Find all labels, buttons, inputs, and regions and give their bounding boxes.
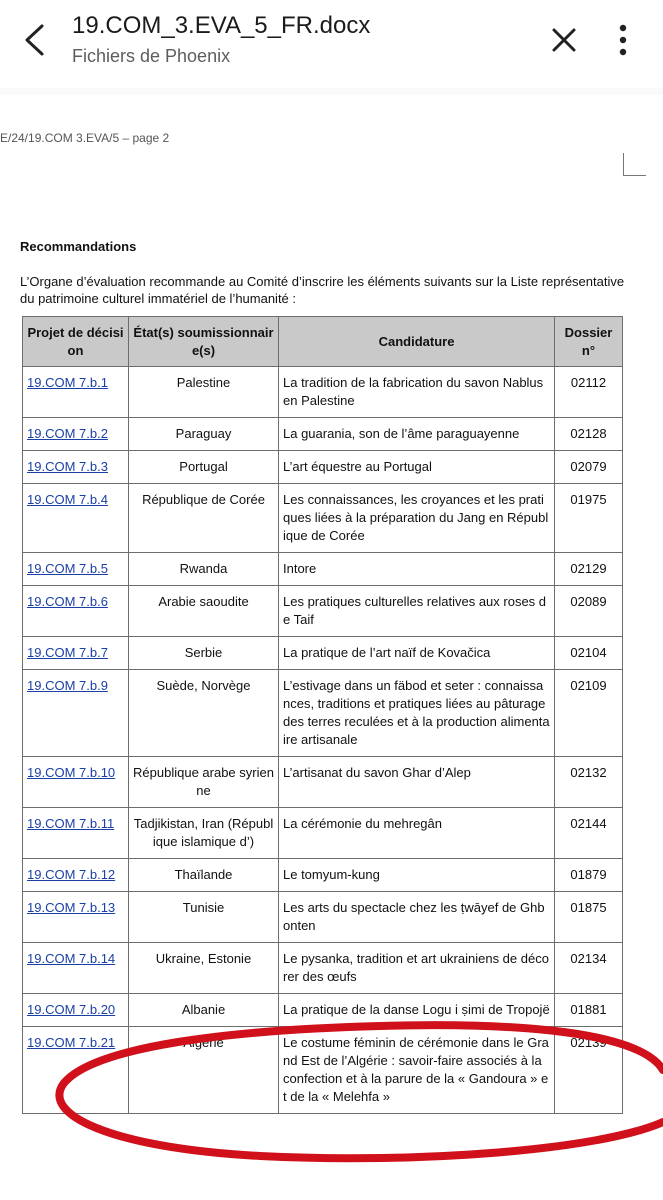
table-row <box>23 994 623 1027</box>
cell-candidature: L’art équestre au Portugal <box>279 451 555 484</box>
decision-link[interactable]: 19.COM 7.b.3 <box>27 459 108 474</box>
cell-decision <box>23 670 129 757</box>
cell-state: Palestine <box>129 367 279 418</box>
header-dossier: Dossier n° <box>555 317 623 367</box>
cell-dossier: 02134 <box>555 943 623 994</box>
table-row <box>23 808 623 859</box>
cell-state: Tunisie <box>129 892 279 943</box>
cell-state: République arabe syrienne <box>129 757 279 808</box>
cell-state: Ukraine, Estonie <box>129 943 279 994</box>
arrow-back-icon <box>23 23 45 57</box>
decision-link[interactable]: 19.COM 7.b.5 <box>27 561 108 576</box>
cell-candidature: Les connaissances, les croyances et les pratiques liées à la préparation du Jang en République de Corée <box>279 484 555 553</box>
cell-candidature: Le costume féminin de cérémonie dans le Grand Est de l’Algérie : savoir-faire associés à la confection et à la parure de la « Gandoura » et de la « Melehfa » <box>279 1027 555 1114</box>
table-header-row <box>23 317 623 367</box>
table-row <box>23 670 623 757</box>
decision-link[interactable]: 19.COM 7.b.20 <box>27 1002 116 1017</box>
cell-state: Algérie <box>129 1027 279 1114</box>
header-candidature: Candidature <box>279 317 555 367</box>
table-row <box>23 1027 623 1114</box>
cell-decision <box>23 367 129 418</box>
cell-candidature: La pratique de l’art naïf de Kovačica <box>279 637 555 670</box>
cell-candidature: Le pysanka, tradition et art ukrainiens de décorer des œufs <box>279 943 555 994</box>
table-row <box>23 859 623 892</box>
table-row <box>23 757 623 808</box>
recommendations-table <box>22 316 623 1114</box>
cell-dossier: 01879 <box>555 859 623 892</box>
cell-decision <box>23 994 129 1027</box>
cell-state: Paraguay <box>129 418 279 451</box>
close-button[interactable] <box>544 20 584 60</box>
cell-decision <box>23 892 129 943</box>
cell-dossier: 02132 <box>555 757 623 808</box>
cell-decision <box>23 808 129 859</box>
cell-candidature: La cérémonie du mehregân <box>279 808 555 859</box>
table-row <box>23 484 623 553</box>
cell-decision <box>23 1027 129 1114</box>
document-title: 19.COM_3.EVA_5_FR.docx <box>72 12 371 39</box>
table-row <box>23 418 623 451</box>
back-button[interactable] <box>14 18 54 62</box>
cell-dossier: 01881 <box>555 994 623 1027</box>
cell-candidature: La guarania, son de l’âme paraguayenne <box>279 418 555 451</box>
cell-state: Portugal <box>129 451 279 484</box>
cell-decision <box>23 451 129 484</box>
table-row <box>23 586 623 637</box>
cell-state: Albanie <box>129 994 279 1027</box>
decision-link[interactable]: 19.COM 7.b.13 <box>27 900 116 915</box>
table-row <box>23 892 623 943</box>
cell-dossier: 02128 <box>555 418 623 451</box>
cell-candidature: L’estivage dans un fäbod et seter : connaissances, traditions et pratiques liées au pâturage des terres reculées et à la production alimentaire artisanale <box>279 670 555 757</box>
section-title: Recommandations <box>20 239 137 254</box>
page-corner-mark <box>623 153 646 176</box>
more-options-button[interactable] <box>606 18 640 62</box>
cell-state: République de Corée <box>129 484 279 553</box>
cell-state: Suède, Norvège <box>129 670 279 757</box>
cell-dossier: 02104 <box>555 637 623 670</box>
cell-dossier: 02089 <box>555 586 623 637</box>
decision-link[interactable]: 19.COM 7.b.12 <box>27 867 116 882</box>
cell-state: Serbie <box>129 637 279 670</box>
decision-link[interactable]: 19.COM 7.b.10 <box>27 765 116 780</box>
decision-link[interactable]: 19.COM 7.b.6 <box>27 594 108 609</box>
cell-decision <box>23 859 129 892</box>
table-body <box>23 367 623 1114</box>
cell-decision <box>23 943 129 994</box>
app-bar <box>0 0 663 88</box>
close-icon <box>551 27 577 53</box>
cell-decision <box>23 484 129 553</box>
cell-dossier: 02129 <box>555 553 623 586</box>
cell-dossier: 02112 <box>555 367 623 418</box>
cell-decision <box>23 637 129 670</box>
header-decision: Projet de décision <box>23 317 129 367</box>
cell-candidature: La tradition de la fabrication du savon Nablus en Palestine <box>279 367 555 418</box>
document-source: Fichiers de Phoenix <box>72 46 231 66</box>
table-row <box>23 553 623 586</box>
intro-paragraph: L’Organe d’évaluation recommande au Comité d’inscrire les éléments suivants sur la Liste représentative du patrimoine culturel immatériel de l’humanité : <box>20 274 625 306</box>
cell-state: Rwanda <box>129 553 279 586</box>
decision-link[interactable]: 19.COM 7.b.4 <box>27 492 108 507</box>
cell-decision <box>23 757 129 808</box>
cell-candidature: Intore <box>279 553 555 586</box>
cell-dossier: 02139 <box>555 1027 623 1114</box>
cell-dossier: 01875 <box>555 892 623 943</box>
decision-link[interactable]: 19.COM 7.b.14 <box>27 951 116 966</box>
decision-link[interactable]: 19.COM 7.b.7 <box>27 645 108 660</box>
cell-candidature: Les pratiques culturelles relatives aux roses de Taif <box>279 586 555 637</box>
cell-state: Arabie saoudite <box>129 586 279 637</box>
cell-dossier: 01975 <box>555 484 623 553</box>
cell-decision <box>23 586 129 637</box>
table-row <box>23 637 623 670</box>
cell-candidature: La pratique de la danse Logu i ṣimi de Tropojë <box>279 994 555 1027</box>
decision-link[interactable]: 19.COM 7.b.2 <box>27 426 108 441</box>
cell-state: Thaïlande <box>129 859 279 892</box>
cell-dossier: 02079 <box>555 451 623 484</box>
cell-dossier: 02144 <box>555 808 623 859</box>
decision-link[interactable]: 19.COM 7.b.1 <box>27 375 108 390</box>
cell-state: Tadjikistan, Iran (République islamique d’) <box>129 808 279 859</box>
table-row <box>23 943 623 994</box>
decision-link[interactable]: 19.COM 7.b.9 <box>27 678 108 693</box>
page-header: E/24/19.COM 3.EVA/5 – page 2 <box>0 131 170 145</box>
cell-decision <box>23 418 129 451</box>
document-page[interactable] <box>0 95 663 1200</box>
cell-dossier: 02109 <box>555 670 623 757</box>
header-state: État(s) soumissionnaire(s) <box>129 317 279 367</box>
table-row <box>23 367 623 418</box>
cell-candidature: Les arts du spectacle chez les ṭwāyef de Ghbonten <box>279 892 555 943</box>
table-row <box>23 451 623 484</box>
cell-candidature: L’artisanat du savon Ghar d’Alep <box>279 757 555 808</box>
more-vert-icon <box>618 23 628 57</box>
decision-link[interactable]: 19.COM 7.b.11 <box>27 816 115 831</box>
cell-decision <box>23 553 129 586</box>
decision-link[interactable]: 19.COM 7.b.21 <box>27 1035 116 1050</box>
cell-candidature: Le tomyum-kung <box>279 859 555 892</box>
